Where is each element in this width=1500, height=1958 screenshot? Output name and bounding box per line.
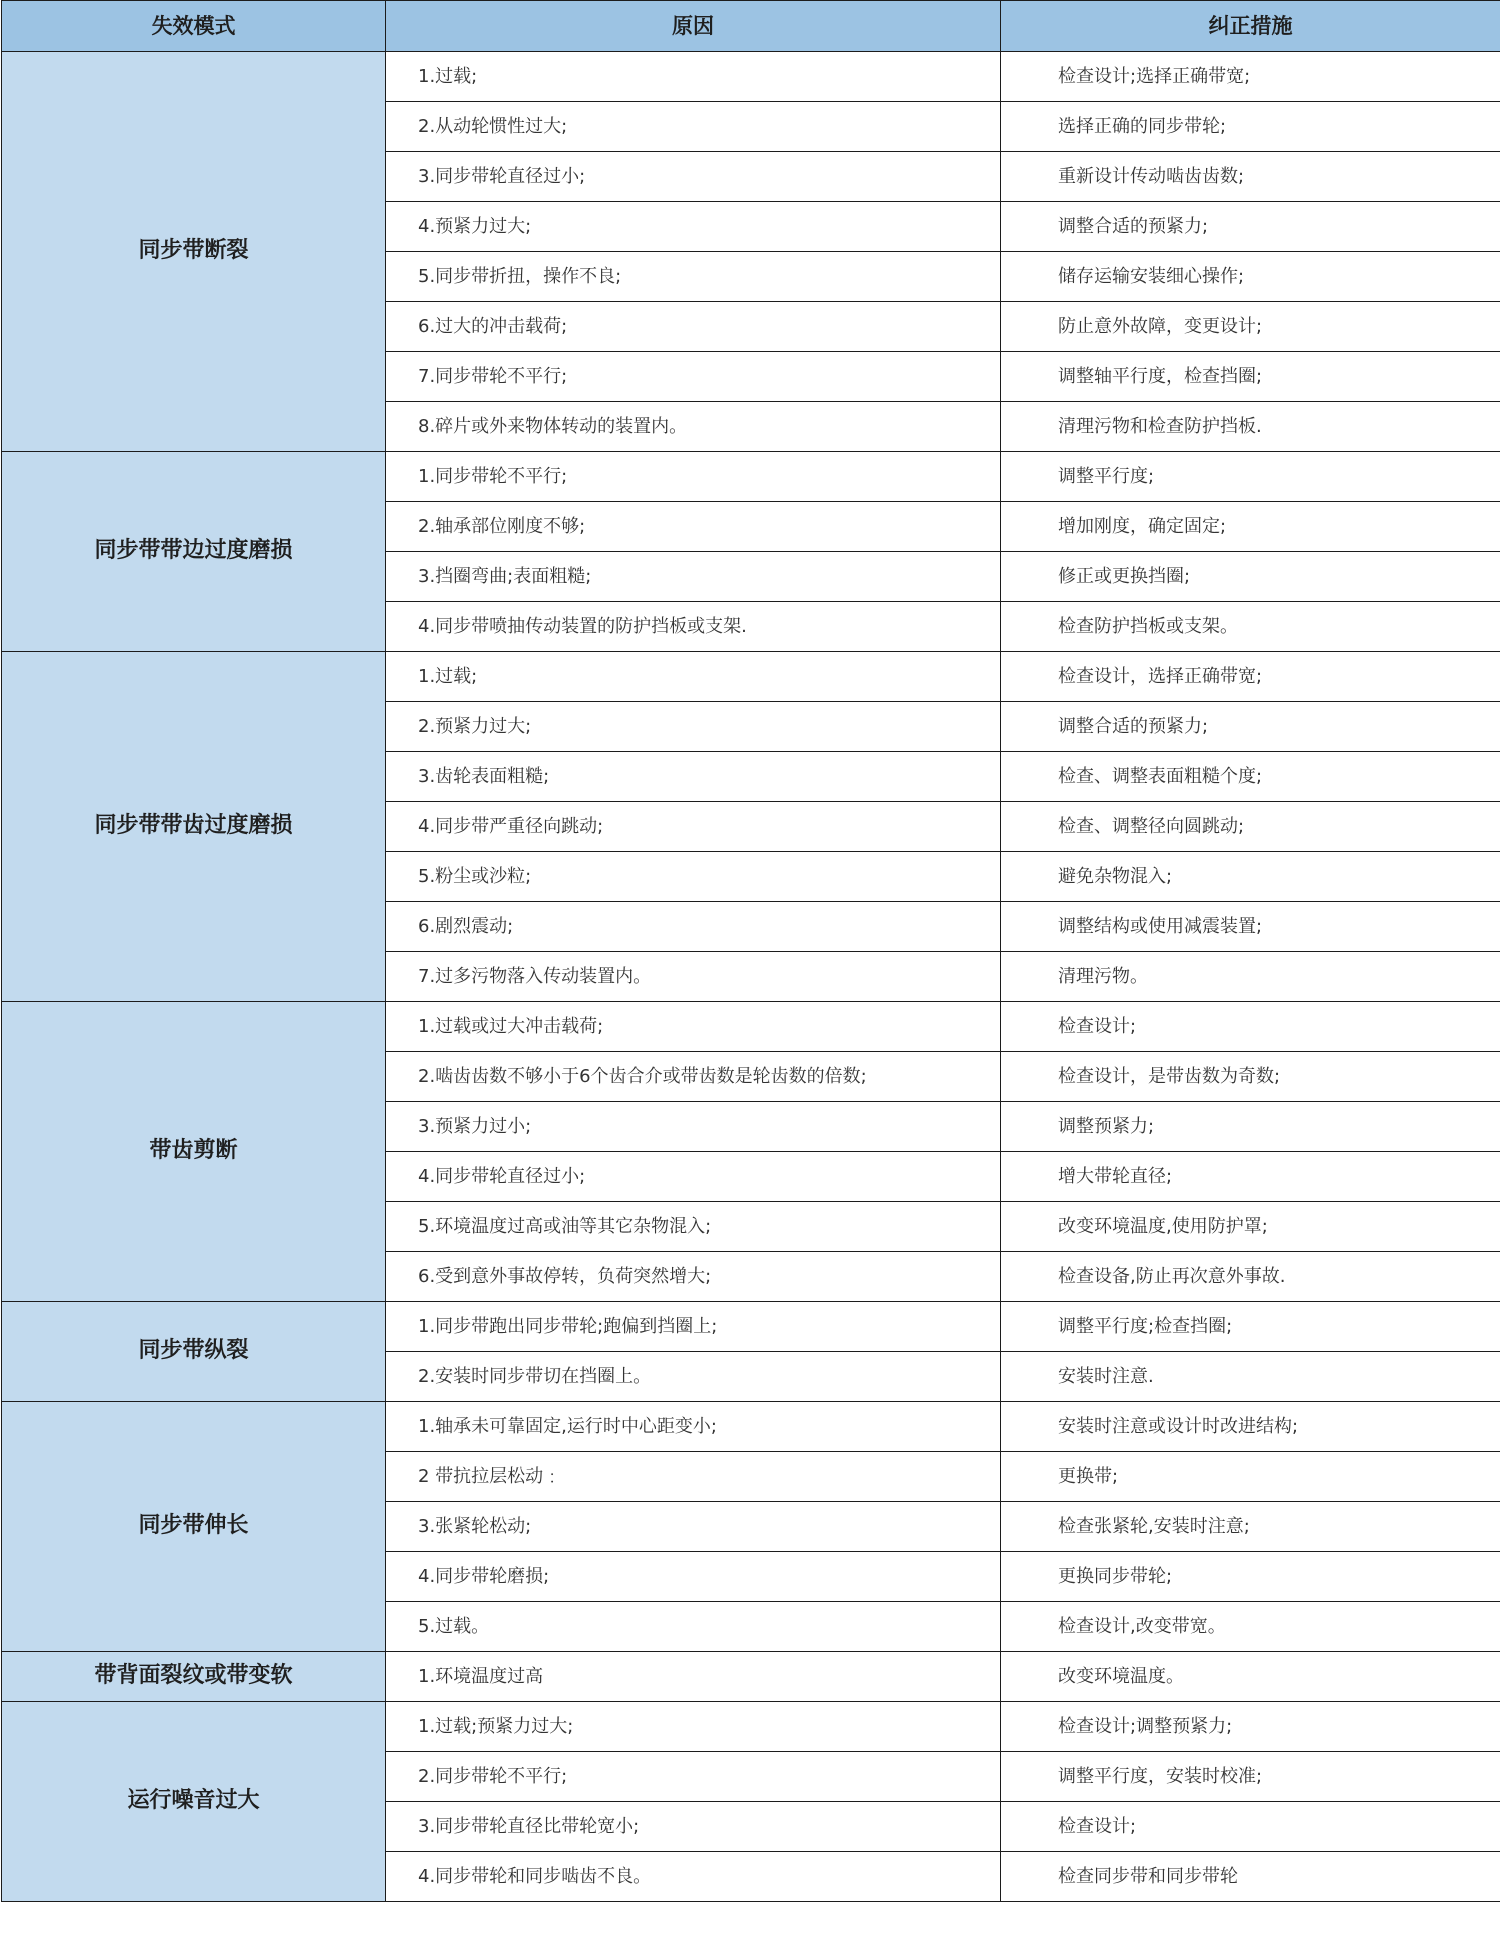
corrective-action-cell: 检查设计;调整预紧力; xyxy=(1001,1702,1500,1752)
cause-cell: 2 带抗拉层松动﹕ xyxy=(386,1452,1001,1502)
cause-cell: 3.张紧轮松动; xyxy=(386,1502,1001,1552)
cause-cell: 4.同步带轮磨损; xyxy=(386,1552,1001,1602)
corrective-action-cell: 检查设计，选择正确带宽; xyxy=(1001,652,1500,702)
corrective-action-cell: 调整平行度; xyxy=(1001,452,1500,502)
header-corrective-action: 纠正措施 xyxy=(1001,1,1500,52)
table-row xyxy=(2,1002,1500,1052)
header-row xyxy=(2,1,1500,52)
corrective-action-cell: 安装时注意. xyxy=(1001,1352,1500,1402)
table-header xyxy=(2,1,1500,52)
corrective-action-cell: 储存运输安装细心操作; xyxy=(1001,252,1500,302)
cause-cell: 6.过大的冲击载荷; xyxy=(386,302,1001,352)
corrective-action-cell: 清理污物和检查防护挡板. xyxy=(1001,402,1500,452)
table-row xyxy=(2,1402,1500,1452)
cause-cell: 3.同步带轮直径比带轮宽小; xyxy=(386,1802,1001,1852)
corrective-action-cell: 清理污物。 xyxy=(1001,952,1500,1002)
corrective-action-cell: 检查设计; xyxy=(1001,1802,1500,1852)
cause-cell: 6.剧烈震动; xyxy=(386,902,1001,952)
table-row xyxy=(2,452,1500,502)
cause-cell: 2.预紧力过大; xyxy=(386,702,1001,752)
cause-cell: 5.粉尘或沙粒; xyxy=(386,852,1001,902)
corrective-action-cell: 更换带; xyxy=(1001,1452,1500,1502)
corrective-action-cell: 检查张紧轮,安装时注意; xyxy=(1001,1502,1500,1552)
cause-cell: 1.同步带跑出同步带轮;跑偏到挡圈上; xyxy=(386,1302,1001,1352)
cause-cell: 2.安装时同步带切在挡圈上。 xyxy=(386,1352,1001,1402)
corrective-action-cell: 检查设计; xyxy=(1001,1002,1500,1052)
cause-cell: 4.同步带轮和同步啮齿不良。 xyxy=(386,1852,1001,1902)
corrective-action-cell: 安装时注意或设计时改进结构; xyxy=(1001,1402,1500,1452)
cause-cell: 1.同步带轮不平行; xyxy=(386,452,1001,502)
table-row xyxy=(2,1652,1500,1702)
corrective-action-cell: 调整平行度，安装时校准; xyxy=(1001,1752,1500,1802)
cause-cell: 1.过载; xyxy=(386,52,1001,102)
cause-cell: 7.过多污物落入传动装置内。 xyxy=(386,952,1001,1002)
cause-cell: 3.预紧力过小; xyxy=(386,1102,1001,1152)
header-cause: 原因 xyxy=(386,1,1001,52)
cause-cell: 1.过载; xyxy=(386,652,1001,702)
corrective-action-cell: 检查设计，是带齿数为奇数; xyxy=(1001,1052,1500,1102)
cause-cell: 1.轴承未可靠固定,运行时中心距变小; xyxy=(386,1402,1001,1452)
corrective-action-cell: 防止意外故障，变更设计; xyxy=(1001,302,1500,352)
corrective-action-cell: 调整合适的预紧力; xyxy=(1001,702,1500,752)
corrective-action-cell: 改变环境温度,使用防护罩; xyxy=(1001,1202,1500,1252)
failure-mode-cell: 带背面裂纹或带变软 xyxy=(2,1652,386,1702)
cause-cell: 1.环境温度过高 xyxy=(386,1652,1001,1702)
corrective-action-cell: 重新设计传动啮齿齿数; xyxy=(1001,152,1500,202)
cause-cell: 7.同步带轮不平行; xyxy=(386,352,1001,402)
table-row xyxy=(2,652,1500,702)
corrective-action-cell: 检查同步带和同步带轮 xyxy=(1001,1852,1500,1902)
cause-cell: 5.同步带折扭，操作不良; xyxy=(386,252,1001,302)
corrective-action-cell: 调整轴平行度，检查挡圈; xyxy=(1001,352,1500,402)
cause-cell: 2.从动轮惯性过大; xyxy=(386,102,1001,152)
corrective-action-cell: 检查防护挡板或支架。 xyxy=(1001,602,1500,652)
cause-cell: 3.同步带轮直径过小; xyxy=(386,152,1001,202)
cause-cell: 4.预紧力过大; xyxy=(386,202,1001,252)
corrective-action-cell: 调整预紧力; xyxy=(1001,1102,1500,1152)
failure-mode-cell: 同步带断裂 xyxy=(2,52,386,452)
cause-cell: 4.同步带轮直径过小; xyxy=(386,1152,1001,1202)
corrective-action-cell: 增大带轮直径; xyxy=(1001,1152,1500,1202)
corrective-action-cell: 调整结构或使用减震装置; xyxy=(1001,902,1500,952)
failure-mode-cell: 带齿剪断 xyxy=(2,1002,386,1302)
corrective-action-cell: 调整合适的预紧力; xyxy=(1001,202,1500,252)
cause-cell: 4.同步带喷抽传动装置的防护挡板或支架. xyxy=(386,602,1001,652)
failure-mode-cell: 同步带带边过度磨损 xyxy=(2,452,386,652)
cause-cell: 8.碎片或外来物体转动的装置内。 xyxy=(386,402,1001,452)
failure-mode-cell: 同步带伸长 xyxy=(2,1402,386,1652)
failure-mode-cell: 同步带纵裂 xyxy=(2,1302,386,1402)
cause-cell: 2.啮齿齿数不够小于6个齿合介或带齿数是轮齿数的倍数; xyxy=(386,1052,1001,1102)
corrective-action-cell: 避免杂物混入; xyxy=(1001,852,1500,902)
table-row xyxy=(2,1302,1500,1352)
cause-cell: 2.轴承部位刚度不够; xyxy=(386,502,1001,552)
corrective-action-cell: 改变环境温度。 xyxy=(1001,1652,1500,1702)
cause-cell: 1.过载;预紧力过大; xyxy=(386,1702,1001,1752)
corrective-action-cell: 检查设备,防止再次意外事故. xyxy=(1001,1252,1500,1302)
cause-cell: 4.同步带严重径向跳动; xyxy=(386,802,1001,852)
table-body xyxy=(2,52,1500,1902)
cause-cell: 3.齿轮表面粗糙; xyxy=(386,752,1001,802)
corrective-action-cell: 选择正确的同步带轮; xyxy=(1001,102,1500,152)
corrective-action-cell: 更换同步带轮; xyxy=(1001,1552,1500,1602)
cause-cell: 3.挡圈弯曲;表面粗糙; xyxy=(386,552,1001,602)
table-row xyxy=(2,52,1500,102)
corrective-action-cell: 检查、调整表面粗糙个度; xyxy=(1001,752,1500,802)
failure-mode-cell: 同步带带齿过度磨损 xyxy=(2,652,386,1002)
cause-cell: 1.过载或过大冲击载荷; xyxy=(386,1002,1001,1052)
corrective-action-cell: 增加刚度，确定固定; xyxy=(1001,502,1500,552)
corrective-action-cell: 检查设计,改变带宽。 xyxy=(1001,1602,1500,1652)
corrective-action-cell: 检查设计;选择正确带宽; xyxy=(1001,52,1500,102)
cause-cell: 5.环境温度过高或油等其它杂物混入; xyxy=(386,1202,1001,1252)
cause-cell: 5.过载。 xyxy=(386,1602,1001,1652)
corrective-action-cell: 调整平行度;检查挡圈; xyxy=(1001,1302,1500,1352)
corrective-action-cell: 检查、调整径向圆跳动; xyxy=(1001,802,1500,852)
header-failure-mode: 失效模式 xyxy=(2,1,386,52)
failure-mode-table xyxy=(1,0,1500,1902)
table-row xyxy=(2,1702,1500,1752)
cause-cell: 2.同步带轮不平行; xyxy=(386,1752,1001,1802)
corrective-action-cell: 修正或更换挡圈; xyxy=(1001,552,1500,602)
failure-mode-cell: 运行噪音过大 xyxy=(2,1702,386,1902)
cause-cell: 6.受到意外事故停转，负荷突然增大; xyxy=(386,1252,1001,1302)
